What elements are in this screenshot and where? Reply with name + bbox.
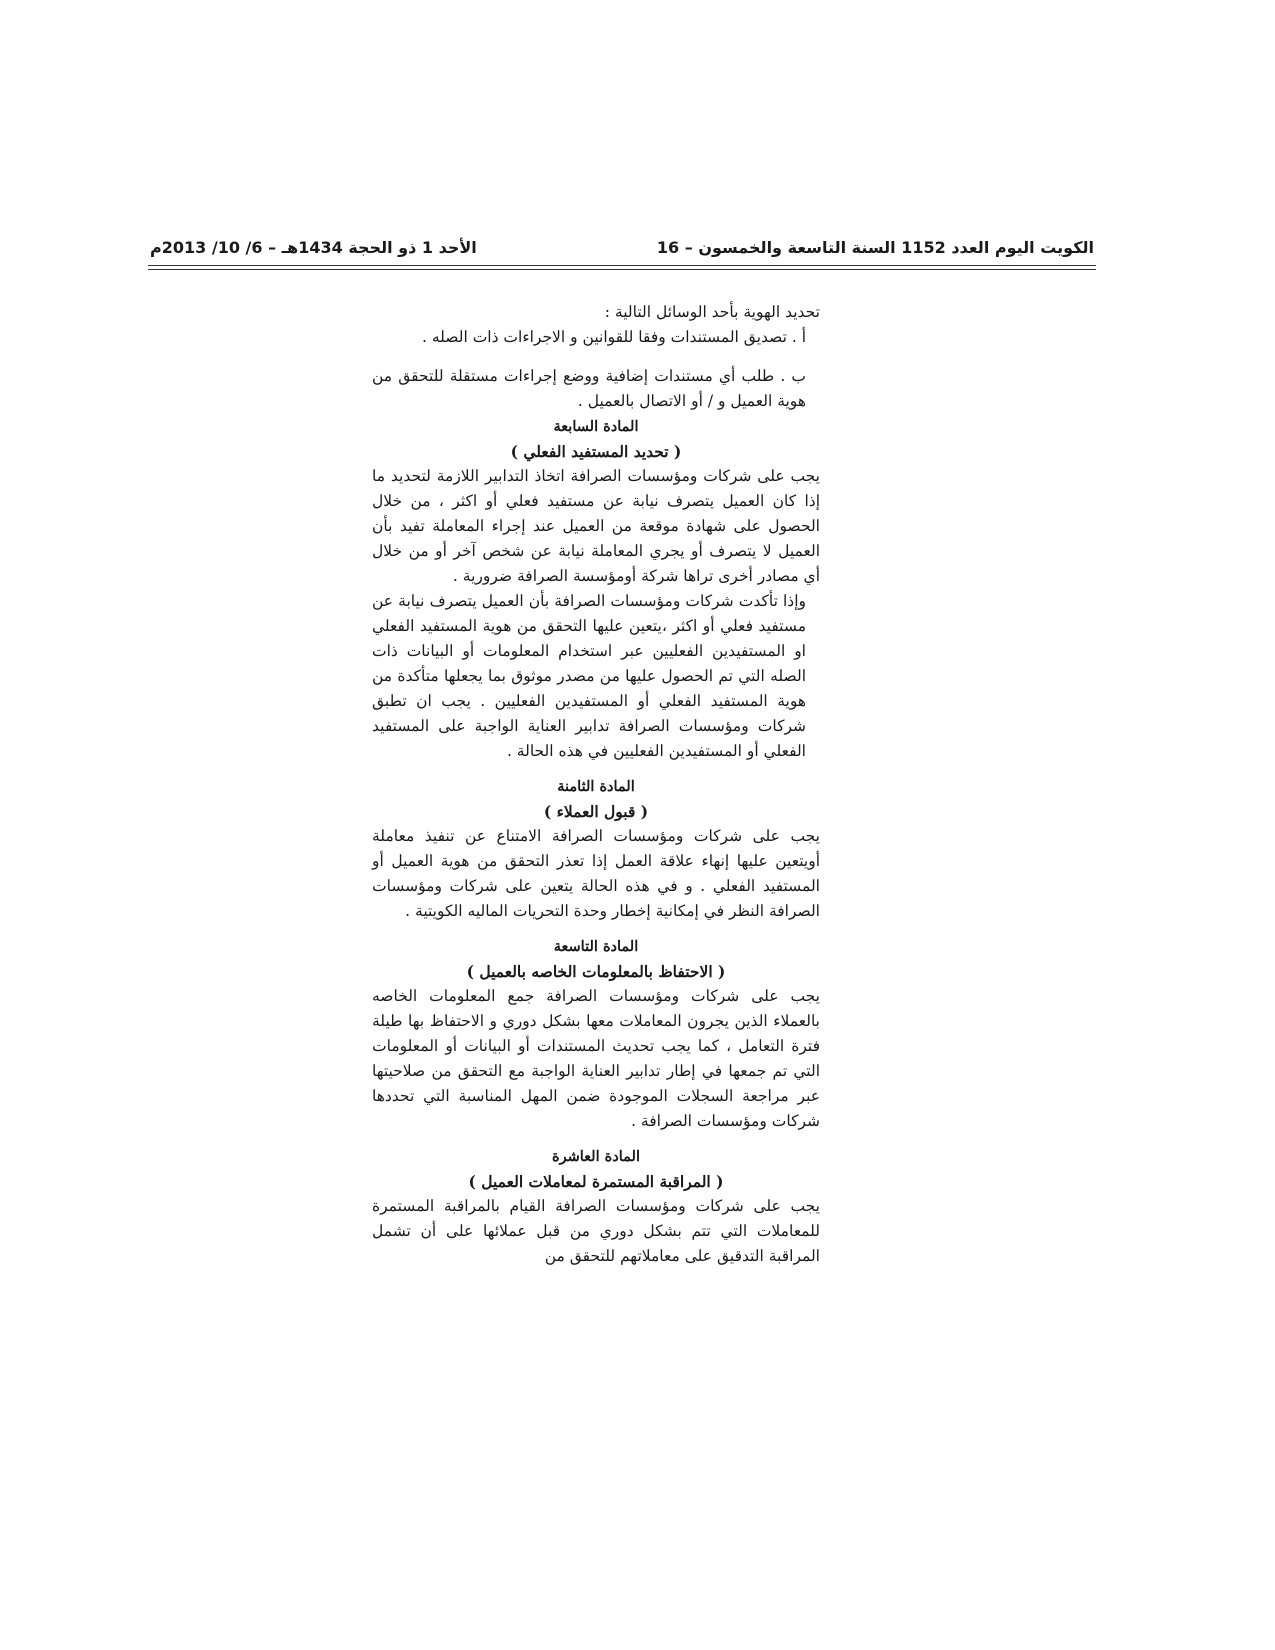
page-header — [150, 236, 1094, 266]
article-subtitle: ( تحديد المستفيد الفعلي ) — [510, 442, 682, 461]
article-paragraph: يجب على شركات ومؤسسات الصرافة اتخاذ التدابير اللازمة لتحديد ما إذا كان العميل يتصرف نيابة عن مستفيد فعلي أو اكثر ، من خلال الحصول على شهادة موقعة من العميل عند إجراء المعاملة تفيد بأن العميل لا يتصرف أو يجري المعاملة نيابة عن شخص آخر أو من خلال أي مصادر أخرى تراها شركة أومؤسسة الصرافة ضرورية . — [372, 467, 820, 585]
intro-item-b: ب . طلب أي مستندات إضافية ووضع إجراءات مستقلة للتحقق من هوية العميل و / أو الاتصال بالعميل . — [372, 367, 806, 410]
article-paragraph: يجب على شركات ومؤسسات الصرافة القيام بالمراقبة المستمرة للمعاملات التي تتم بشكل دوري من قبل عملائها على أن تشمل المراقبة التدقيق على معاملاتهم للتحقق من — [372, 1197, 820, 1265]
header-rule-thin — [148, 269, 1096, 270]
article-paragraph: يجب على شركات ومؤسسات الصرافة الامتناع عن تنفيذ معاملة أويتعين عليها إنهاء علاقة العمل إذا تعذر التحقق من هوية العميل أو المستفيد الفعلي . و في هذه الحالة يتعين على شركات ومؤسسات الصرافة النظر في إمكانية إخطار وحدة التحريات الماليه الكويتية . — [372, 827, 820, 920]
article-heading: المادة السابعة — [553, 418, 639, 435]
article-subtitle: ( المراقبة المستمرة لمعاملات العميل ) — [468, 1172, 724, 1191]
article-paragraph: وإذا تأكدت شركات ومؤسسات الصرافة بأن العميل يتصرف نيابة عن مستفيد فعلي أو اكثر ،يتعين عليها التحقق من هوية المستفيد الفعلي او المستفيدين الفعليين عبر استخدام المعلومات أو البيانات ذات الصله التي تم الحصول عليها من مصدر موثوق بما يجعلها متأكدة من هوية المستفيد الفعلي أو المستفيدين الفعليين . يجب ان تطبق شركات ومؤسسات الصرافة تدابير العناية الواجبة على المستفيد الفعلي أو المستفيدين الفعليين في هذه الحالة . — [372, 592, 806, 760]
article-heading: المادة العاشرة — [552, 1148, 640, 1165]
text-column — [372, 300, 820, 1269]
header-date: الأحد 1 ذو الحجة 1434هـ – 6/ 10/ 2013م — [150, 238, 477, 257]
intro-lead: تحديد الهوية بأحد الوسائل التالية : — [604, 303, 820, 321]
header-rule — [148, 265, 1096, 266]
article-paragraph: يجب على شركات ومؤسسات الصرافة جمع المعلومات الخاصه بالعملاء الذين يجرون المعاملات معها بشكل دوري و الاحتفاظ بها طيلة فترة التعامل ، كما يجب تحديث المستندات أو البيانات أو المعلومات التي تم جمعها في إطار تدابير العناية الواجبة مع التحقق من صلاحيتها عبر مراجعة السجلات الموجودة ضمن المهل المناسبة التي تحددها شركات ومؤسسات الصرافة . — [372, 987, 820, 1130]
article-subtitle: ( الاحتفاظ بالمعلومات الخاصه بالعميل ) — [466, 962, 726, 981]
header-publication: الكويت اليوم العدد 1152 السنة التاسعة والخمسون – 16 — [656, 238, 1094, 257]
article-heading: المادة التاسعة — [553, 938, 639, 955]
article-subtitle: ( قبول العملاء ) — [543, 802, 649, 821]
article-heading: المادة الثامنة — [557, 778, 635, 795]
intro-item-a: أ . تصديق المستندات وفقا للقوانين و الاجراءات ذات الصله . — [422, 328, 806, 346]
